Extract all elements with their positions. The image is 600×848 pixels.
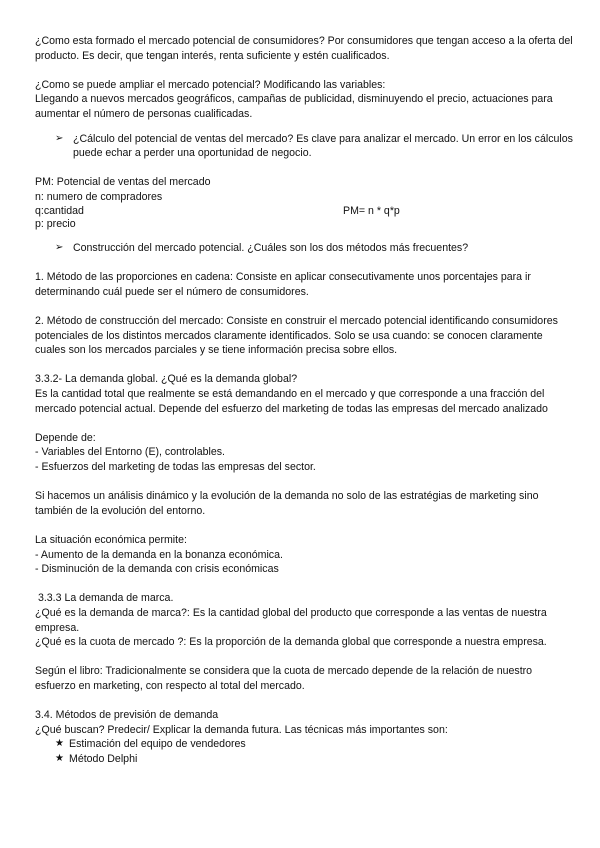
section-34-body: ¿Qué buscan? Predecir/ Explicar la demanda futura. Las técnicas más importantes son: — [35, 723, 448, 736]
def-pm: PM: Potencial de ventas del mercado — [35, 176, 211, 189]
formula-pm: PM= n * q*p — [343, 204, 400, 217]
section-332-title: 3.3.2- La demanda global. ¿Qué es la demanda global? — [35, 373, 298, 386]
depende-item: - Esfuerzos del marketing de todas las empresas del sector. — [35, 461, 316, 474]
arrow-bullet-text: Construcción del mercado potencial. ¿Cuáles son los dos métodos más frecuentes? — [73, 242, 469, 255]
def-p: p: precio — [35, 217, 76, 230]
list-item — [55, 752, 575, 767]
list-item — [55, 737, 575, 752]
document-page — [35, 34, 575, 767]
star-icon: ★ — [55, 738, 64, 750]
paragraph-dinamico: Si hacemos un análisis dinámico y la evolución de la demanda no solo de las estratégias de marketing sino también de la evolución del entorno. — [35, 490, 539, 517]
arrow-bullet-icon: ➢ — [55, 132, 64, 144]
formula-row — [35, 205, 575, 217]
def-q: q:cantidad — [35, 204, 84, 217]
paragraph-ampliar-body: Llegando a nuevos mercados geográficos, campañas de publicidad, disminuyendo el precio, actuaciones para aumentar el número de personas cualificadas. — [35, 93, 553, 120]
paragraph-libro: Según el libro: Tradicionalmente se considera que la cuota de mercado depende de la relación de nuestro esfuerzo en marketing, con respecto al total del mercado. — [35, 665, 533, 692]
arrow-bullet-text: ¿Cálculo del potencial de ventas del mercado? Es clave para analizar el mercado. Un error en los cálculos puede echar a perder una oportunidad de negocio. — [73, 132, 573, 160]
situacion-title: La situación económica permite: — [35, 534, 187, 546]
metodo-1: 1. Método de las proporciones en cadena: Consiste en aplicar consecutivamente unos porcentajes para ir determinando cuál puede ser el número de consumidores. — [35, 271, 531, 298]
list-item-text: Estimación del equipo de vendedores — [69, 738, 246, 751]
situacion-item: - Aumento de la demanda en la bonanza económica. — [35, 548, 283, 561]
list-item-text: Método Delphi — [69, 752, 138, 765]
depende-title: Depende de: — [35, 431, 96, 444]
section-333-q2: ¿Qué es la cuota de mercado ?: Es la proporción de la demanda global que corresponde a nuestra empresa. — [35, 636, 547, 649]
section-333-q1: ¿Qué es la demanda de marca?: Es la cantidad global del producto que corresponde a las ventas de nuestra empresa. — [35, 606, 547, 634]
star-icon: ★ — [55, 752, 64, 764]
arrow-bullet-construccion — [55, 241, 575, 256]
section-333-title: 3.3.3 La demanda de marca. — [35, 592, 174, 605]
paragraph-mercado-potencial: ¿Como esta formado el mercado potencial de consumidores? Por consumidores que tengan acceso a la oferta del producto. Es decir, que tengan interés, renta suficiente y estén cualificados. — [35, 35, 573, 62]
metodo-2: 2. Método de construcción del mercado: Consiste en construir el mercado potencial identificando consumidores potenciales de los distintos mercados claramente identificados. Solo se usa cuando: se conocen claramente cuales son los mercados parciales y se tiene información precisa sobre ellos. — [35, 315, 558, 357]
arrow-bullet-icon: ➢ — [55, 242, 64, 254]
paragraph-ampliar-title: ¿Como se puede ampliar el mercado potencial? Modificando las variables: — [35, 78, 386, 91]
situacion-item: - Disminución de la demanda con crisis económicas — [35, 563, 279, 576]
section-332-body: Es la cantidad total que realmente se está demandando en el mercado y que corresponde a una fracción del mercado potencial actual. Depende del esfuerzo del marketing de todas las empresas del mercado analizado — [35, 388, 548, 415]
arrow-bullet-calculo — [55, 132, 575, 161]
section-34-title: 3.4. Métodos de previsión de demanda — [35, 709, 219, 722]
def-n: n: numero de compradores — [35, 190, 163, 203]
depende-item: - Variables del Entorno (E), controlables. — [35, 446, 225, 459]
